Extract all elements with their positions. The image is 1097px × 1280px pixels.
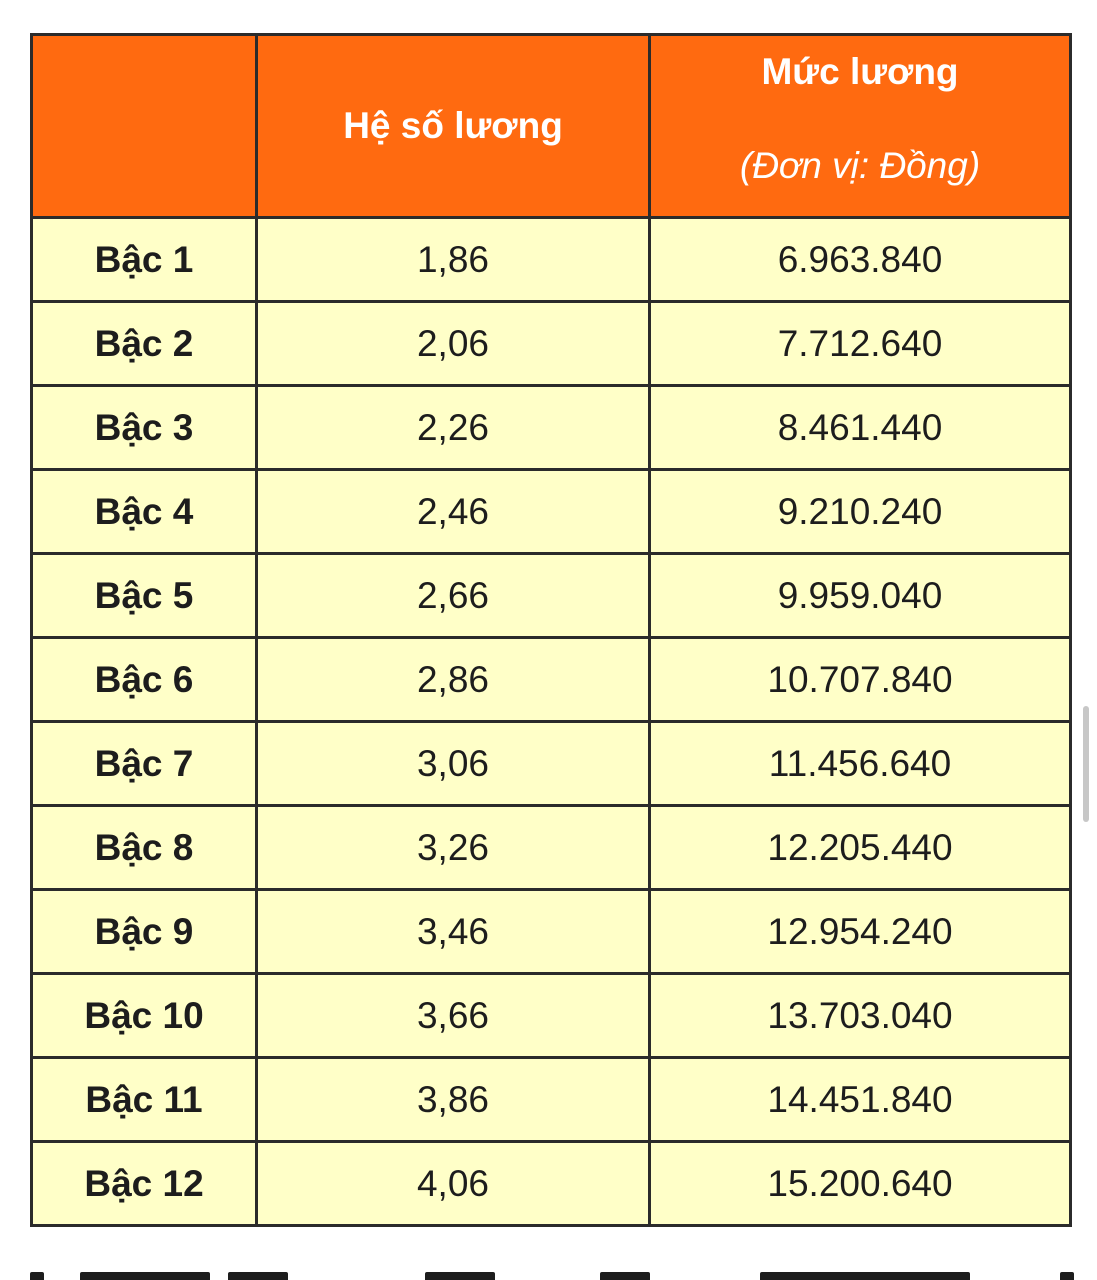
coefficient-cell: 3,46	[257, 890, 650, 974]
salary-cell: 7.712.640	[650, 302, 1071, 386]
grade-cell: Bậc 6	[32, 638, 257, 722]
coefficient-cell: 2,86	[257, 638, 650, 722]
table-row	[32, 1142, 1071, 1226]
grade-cell: Bậc 11	[32, 1058, 257, 1142]
salary-cell: 6.963.840	[650, 218, 1071, 302]
table-row	[32, 554, 1071, 638]
header-grade-cell	[32, 35, 257, 218]
header-salary-cell	[650, 35, 1071, 218]
salary-cell: 12.205.440	[650, 806, 1071, 890]
coefficient-cell: 4,06	[257, 1142, 650, 1226]
salary-cell: 12.954.240	[650, 890, 1071, 974]
salary-table	[30, 33, 1072, 1227]
table-body	[32, 218, 1071, 1226]
salary-cell: 13.703.040	[650, 974, 1071, 1058]
grade-cell: Bậc 12	[32, 1142, 257, 1226]
coefficient-cell: 2,06	[257, 302, 650, 386]
grade-cell: Bậc 1	[32, 218, 257, 302]
salary-cell: 11.456.640	[650, 722, 1071, 806]
grade-cell: Bậc 5	[32, 554, 257, 638]
scrollbar-thumb[interactable]	[1083, 706, 1089, 822]
table-row	[32, 722, 1071, 806]
header-salary-label: Mức lương	[761, 51, 959, 92]
grade-cell: Bậc 8	[32, 806, 257, 890]
cut-off-next-line	[0, 1266, 1097, 1280]
table-header	[32, 35, 1071, 218]
salary-cell: 15.200.640	[650, 1142, 1071, 1226]
coefficient-cell: 3,26	[257, 806, 650, 890]
salary-cell: 8.461.440	[650, 386, 1071, 470]
table-row	[32, 890, 1071, 974]
coefficient-cell: 3,06	[257, 722, 650, 806]
coefficient-cell: 2,26	[257, 386, 650, 470]
table-row	[32, 386, 1071, 470]
coefficient-cell: 1,86	[257, 218, 650, 302]
table-row	[32, 302, 1071, 386]
table-row	[32, 470, 1071, 554]
table-row	[32, 974, 1071, 1058]
table-row	[32, 806, 1071, 890]
grade-cell: Bậc 9	[32, 890, 257, 974]
grade-cell: Bậc 7	[32, 722, 257, 806]
grade-cell: Bậc 3	[32, 386, 257, 470]
table-row	[32, 638, 1071, 722]
header-salary-unit: (Đơn vị: Đồng)	[739, 145, 981, 186]
grade-cell: Bậc 2	[32, 302, 257, 386]
coefficient-cell: 2,46	[257, 470, 650, 554]
table-row	[32, 218, 1071, 302]
grade-cell: Bậc 10	[32, 974, 257, 1058]
coefficient-cell: 3,86	[257, 1058, 650, 1142]
salary-cell: 14.451.840	[650, 1058, 1071, 1142]
table-row	[32, 1058, 1071, 1142]
coefficient-cell: 3,66	[257, 974, 650, 1058]
header-coefficient-cell: Hệ số lương	[257, 35, 650, 218]
header-row	[32, 35, 1071, 218]
coefficient-cell: 2,66	[257, 554, 650, 638]
grade-cell: Bậc 4	[32, 470, 257, 554]
salary-cell: 9.210.240	[650, 470, 1071, 554]
salary-cell: 10.707.840	[650, 638, 1071, 722]
salary-cell: 9.959.040	[650, 554, 1071, 638]
